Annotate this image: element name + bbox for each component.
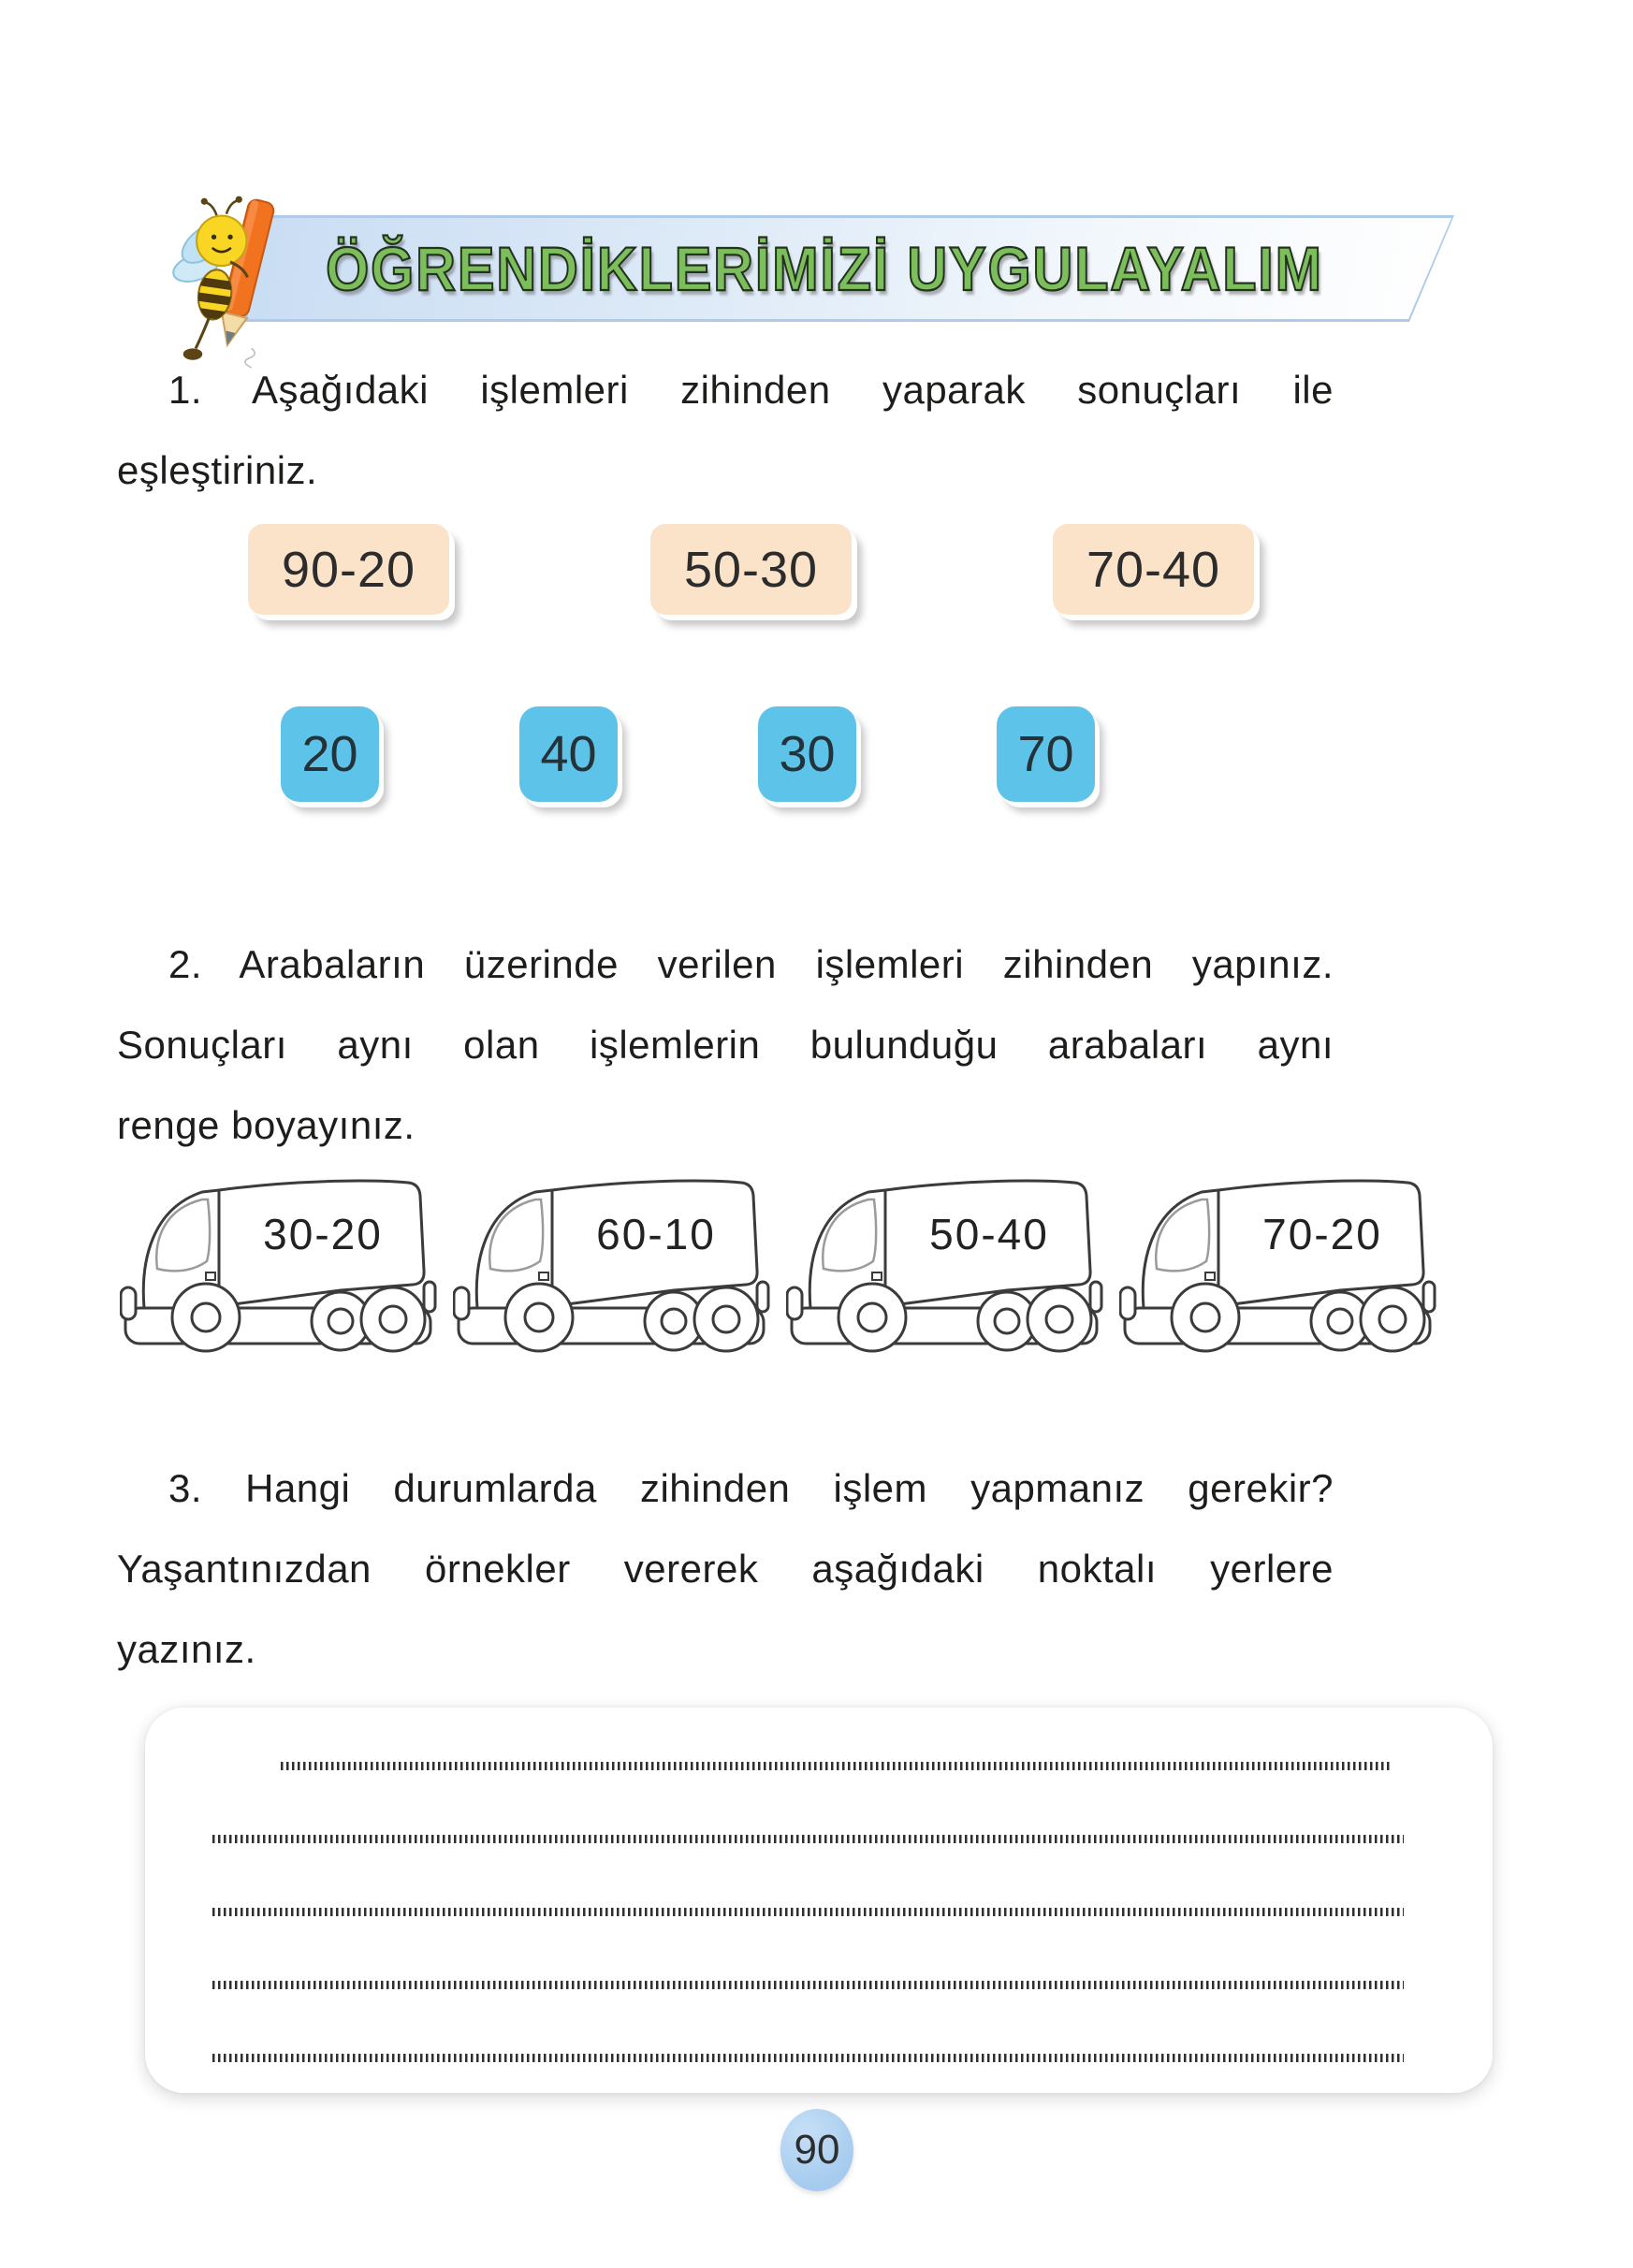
result-card: 40 (519, 706, 618, 802)
truck-icon (120, 1171, 440, 1355)
prompt-line: yazınız. (117, 1627, 256, 1671)
page-number-badge: 90 (780, 2109, 853, 2191)
operation-card: 70-40 (1053, 524, 1254, 615)
truck-icon (453, 1171, 773, 1355)
prompt-line: Sonuçları aynı olan işlemlerin bulunduğu arabaları aynı (117, 1023, 1334, 1067)
exercise3-prompt (117, 1448, 1334, 1690)
answer-line (212, 2054, 1404, 2062)
answer-line (212, 1835, 1404, 1843)
bee-with-pencil-icon (167, 193, 292, 371)
exercise1-prompt (117, 350, 1334, 511)
trucks-row (120, 1171, 1439, 1355)
exercise2-prompt (117, 924, 1334, 1166)
result-card: 70 (997, 706, 1095, 802)
truck-operation-label: 50-40 (929, 1210, 1049, 1258)
prompt-line: 1. Aşağıdaki işlemleri zihinden yaparak sonuçları ile (168, 368, 1334, 412)
prompt-line: 3. Hangi durumlarda zihinden işlem yapmanız gerekir? (168, 1466, 1334, 1510)
answer-line (281, 1762, 1392, 1770)
truck-operation-label: 30-20 (263, 1210, 383, 1258)
answer-box (145, 1708, 1493, 2093)
truck (453, 1171, 773, 1355)
result-card: 20 (281, 706, 379, 802)
answer-line (212, 1908, 1404, 1916)
truck-operation-label: 60-10 (596, 1210, 716, 1258)
banner-title: ÖĞRENDİKLERİMİZİ UYGULAYALIM (326, 234, 1323, 303)
result-cards-row (281, 706, 1095, 802)
prompt-line: Yaşantınızdan örnekler vererek aşağıdaki noktalı yerlere (117, 1547, 1334, 1591)
operation-card: 50-30 (650, 524, 852, 615)
answer-line (212, 1981, 1404, 1989)
truck (120, 1171, 440, 1355)
truck-operation-label: 70-20 (1262, 1210, 1382, 1258)
prompt-line: eşleştiriniz. (117, 448, 318, 492)
result-card: 30 (758, 706, 856, 802)
section-banner (245, 215, 1454, 322)
truck (786, 1171, 1106, 1355)
operation-cards-row (248, 524, 1254, 615)
prompt-line: renge boyayınız. (117, 1103, 416, 1147)
prompt-line: 2. Arabaların üzerinde verilen işlemleri zihinden yapınız. (168, 942, 1334, 986)
operation-card: 90-20 (248, 524, 449, 615)
truck-icon (1119, 1171, 1439, 1355)
truck (1119, 1171, 1439, 1355)
truck-icon (786, 1171, 1106, 1355)
